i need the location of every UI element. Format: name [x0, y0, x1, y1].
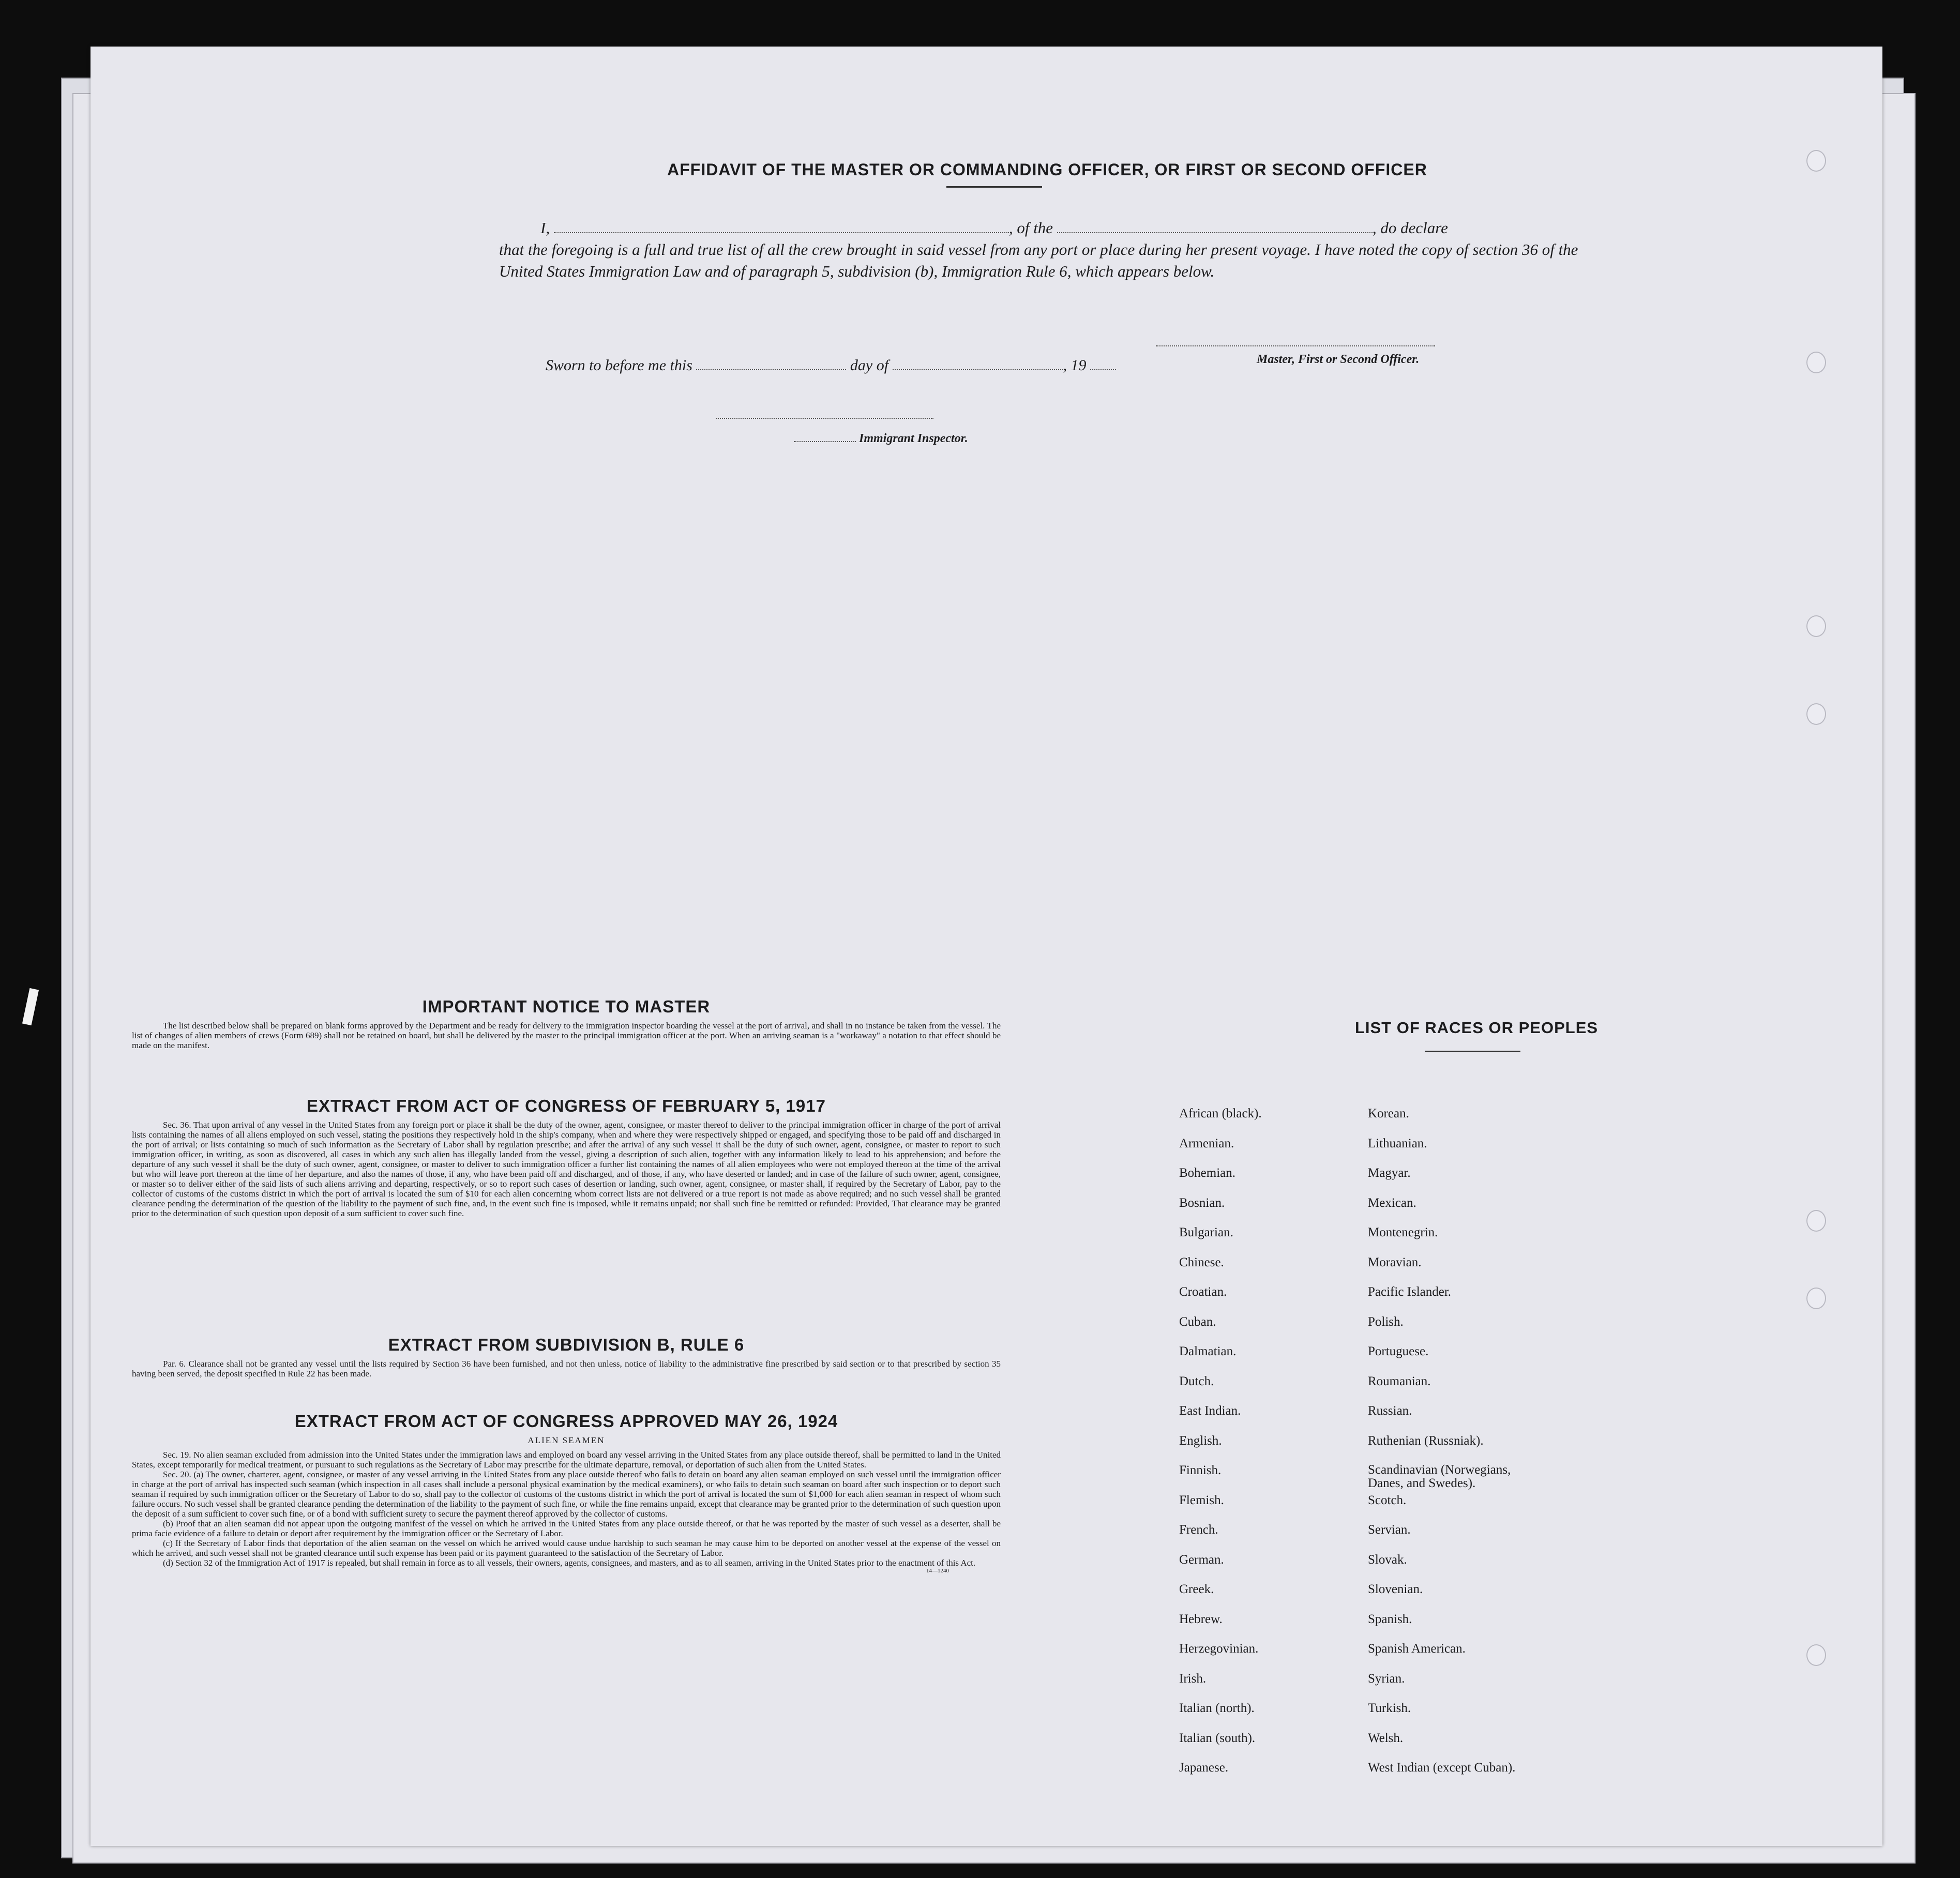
extract-1924-subtitle: ALIEN SEAMEN	[527, 1435, 605, 1445]
notice-body: The list described below shall be prepared on blank forms approved by the Department and be ready for delivery to the immigration inspector boarding the vessel at the port of arrival, and shall in no instance be taken from the vessel. The list of changes of alien members of crews (Form 689) shall not be retained on board, but shall be delivered by the master to the principal immigration officer at the port. When an arriving seaman is a "workaway" a notation to that effect should be made on the manifest.	[132, 1021, 1001, 1050]
race-item: Welsh.	[1368, 1731, 1404, 1745]
race-item: Turkish.	[1368, 1701, 1411, 1715]
sworn-year-blank[interactable]	[1090, 358, 1116, 370]
race-item: Portuguese.	[1368, 1344, 1429, 1358]
sworn-line	[546, 357, 1116, 374]
extract-1917-section	[132, 1096, 1001, 1218]
race-item: Dalmatian.	[1179, 1344, 1237, 1358]
race-item: Roumanian.	[1368, 1374, 1431, 1388]
race-item: Japanese.	[1179, 1761, 1229, 1775]
punch-hole	[1806, 703, 1826, 725]
race-item: Italian (south).	[1179, 1731, 1256, 1745]
extract-1924-section	[132, 1412, 1001, 1574]
extract-1917-title: EXTRACT FROM ACT OF CONGRESS OF FEBRUARY 5, 1917	[307, 1096, 826, 1115]
form-number: 14—1240	[926, 1568, 949, 1574]
race-item: Bulgarian.	[1179, 1225, 1233, 1239]
affidavit-text	[499, 217, 1585, 282]
race-item: Flemish.	[1179, 1493, 1224, 1507]
document-page	[91, 47, 1882, 1846]
race-item: Scotch.	[1368, 1493, 1407, 1507]
race-item: Spanish.	[1368, 1612, 1412, 1626]
race-item: African (black).	[1179, 1107, 1262, 1120]
race-item: Cuban.	[1179, 1314, 1216, 1329]
extract-1924-sec20c: (c) If the Secretary of Labor finds that deportation of the alien seaman on the vessel on which he arrived would cause undue hardship to such seaman he may cause him to be deported on another vessel at the expense of the vessel on which he arrived, and such vessel shall not be granted clearance until such expense has been paid or its payment guaranteed to the satisfaction of the Secretary of Labor.	[132, 1538, 1001, 1558]
master-signature-line[interactable]	[1156, 345, 1435, 346]
race-item: Bosnian.	[1179, 1195, 1225, 1210]
sworn-day-blank[interactable]	[696, 358, 846, 370]
race-item: Magyar.	[1368, 1166, 1411, 1180]
extract-1924-sec20b: (b) Proof that an alien seaman did not appear upon the outgoing manifest of the vessel on which he arrived in the United States from any place outside thereof, or that he was reported by the master of such vessel as a deserter, shall be prima facie evidence of a failure to detain or deport after requirement by the immigration officer or the Secretary of Labor.	[132, 1519, 1001, 1538]
affidavit-title: AFFIDAVIT OF THE MASTER OR COMMANDING OFFICER, OR FIRST OR SECOND OFFICER	[667, 160, 1427, 179]
race-item: Ruthenian (Russniak).	[1368, 1433, 1484, 1448]
sworn-day-of: day of	[850, 357, 889, 374]
extract-1924-sec20a: Sec. 20. (a) The owner, charterer, agent, consignee, or master of any vessel arriving in the United States from any place outside thereof who fails to detain on board any alien seaman employed on such vessel until the immigration officer in charge at the port of arrival has inspected such seaman (which inspection in all cases shall include a personal physical examination by the medical examiners), or who fails to detain such seaman on board after such inspection or to deport such seaman if required by such immigration officer or the Secretary of Labor to do so, shall pay to the collector of customs of the customs district in which the port of arrival is located the sum of $1,000 for each alien seaman in respect of whom such failure occurs. No such vessel shall be granted clearance pending the determination of the liability to the payment of such fine, or while the fine remains unpaid, except that clearance may be granted prior to the determination of such question upon the deposit of a sum sufficient to cover such fine, or of a bond with sufficient surety to secure the payment thereof approved by the collector of customs.	[132, 1470, 1001, 1519]
inspector-label	[794, 432, 968, 446]
affidavit-of-the: , of the	[1008, 219, 1053, 237]
race-item: Slovak.	[1368, 1552, 1407, 1567]
extract-1924-sec19: Sec. 19. No alien seaman excluded from admission into the United States under the immigration laws and employed on board any vessel arriving in the United States from any place outside thereof, shall be permitted to land in the United States, except temporarily for medical treatment, or pursuant to such regulations as the Secretary of Labor may prescribe for the ultimate departure, removal, or deportation of such alien from the United States.	[132, 1450, 1001, 1470]
inspector-label-text: Immigrant Inspector.	[859, 432, 968, 445]
extract-rule6-title: EXTRACT FROM SUBDIVISION B, RULE 6	[388, 1335, 745, 1354]
race-item: Bohemian.	[1179, 1166, 1236, 1180]
race-item: English.	[1179, 1433, 1222, 1448]
name-blank[interactable]	[554, 221, 1009, 233]
race-item: Lithuanian.	[1368, 1136, 1427, 1150]
race-item: French.	[1179, 1523, 1218, 1537]
races-title: LIST OF RACES OR PEOPLES	[1354, 1019, 1599, 1037]
race-item: Korean.	[1368, 1107, 1409, 1120]
race-item: Armenian.	[1179, 1136, 1234, 1150]
sworn-year-prefix: , 19	[1063, 357, 1087, 374]
race-item: East Indian.	[1179, 1404, 1241, 1418]
race-item: German.	[1179, 1552, 1224, 1567]
race-item: Dutch.	[1179, 1374, 1214, 1388]
extract-1924-sec20d: (d) Section 32 of the Immigration Act of 1917 is repealed, but shall remain in force as to all vessels, their owners, agents, consignees, and masters, and as to all seamen, arriving in the United States prior to the enactment of this Act.	[163, 1558, 976, 1568]
race-item: Herzegovinian.	[1179, 1642, 1259, 1656]
race-item: Finnish.	[1179, 1463, 1222, 1477]
race-item: Moravian.	[1368, 1255, 1422, 1269]
race-item: Pacific Islander.	[1368, 1285, 1452, 1299]
race-item: Russian.	[1368, 1404, 1412, 1418]
race-item: Spanish American.	[1368, 1642, 1466, 1656]
race-item: Montenegrin.	[1368, 1225, 1438, 1239]
extract-rule6-body: Par. 6. Clearance shall not be granted any vessel until the lists required by Section 36 have been furnished, and not then unless, notice of liability to the administrative fine prescribed by said section or to that prescribed by section 35 having been served, the deposit specified in Rule 22 has been made.	[132, 1359, 1001, 1379]
punch-hole	[1806, 1288, 1826, 1309]
sworn-month-blank[interactable]	[893, 358, 1063, 370]
race-item: Italian (north).	[1179, 1701, 1255, 1715]
title-rule	[946, 186, 1042, 188]
affidavit-body: that the foregoing is a full and true list of all the crew brought in said vessel from any port or place during her present voyage. I have noted the copy of section 36 of the United States Immigration Law and of paragraph 5, subdivision (b), Immigration Rule 6, which appears below.	[499, 240, 1578, 280]
race-item: Scandinavian (Norwegians, Danes, and Swedes).	[1368, 1463, 1511, 1490]
extract-1924-title: EXTRACT FROM ACT OF CONGRESS APPROVED MAY 26, 1924	[294, 1412, 838, 1431]
extract-rule6-section	[132, 1335, 1001, 1379]
race-item: Croatian.	[1179, 1285, 1227, 1299]
notice-title: IMPORTANT NOTICE TO MASTER	[422, 997, 711, 1016]
scratch-mark	[22, 988, 39, 1025]
punch-hole	[1806, 1644, 1826, 1666]
vessel-blank[interactable]	[1057, 221, 1373, 233]
race-item: Slovenian.	[1368, 1582, 1423, 1596]
punch-hole	[1806, 150, 1826, 172]
races-title-rule	[1425, 1051, 1520, 1052]
race-item: Irish.	[1179, 1671, 1207, 1686]
inspector-signature-line[interactable]	[716, 418, 933, 419]
punch-hole	[1806, 615, 1826, 637]
race-item: Chinese.	[1179, 1255, 1224, 1269]
race-item: Polish.	[1368, 1314, 1404, 1329]
race-item: West Indian (except Cuban).	[1368, 1761, 1516, 1775]
affidavit-do-declare: , do declare	[1372, 219, 1448, 237]
races-right-column	[1368, 1107, 1544, 1791]
extract-1917-body: Sec. 36. That upon arrival of any vessel in the United States from any foreign port or place it shall be the duty of the owner, agent, consignee, or master thereof to deliver to the principal immigration officer in charge of the port of arrival lists containing the names of all aliens employed on such vessel, stating the positions they respectively hold in the ship's company, when and where they were respectively shipped or engaged, and specifying those to be paid off and discharged in the port of arrival; or lists containing so much of such information as the Secretary of Labor shall by regulation prescribe; and after the arrival of any such vessel it shall be the duty of such owner, agent, consignee, or master to report to such immigration officer, in writing, as soon as discovered, all cases in which any such alien has illegally landed from the vessel, giving a description of such alien, together with any information likely to lead to his apprehension; and before the departure of any such vessel it shall be the duty of such owner, agent, consignee, or master to deliver to such immigration officer a further list containing the names of all alien employees who were not employed thereon at the time of the arrival but who will leave port thereon at the time of her departure, and also the names of those, if any, who have been paid off and discharged, and of those, if any, who have deserted or landed; and in case of the failure of such owner, agent, consignee, or master so to deliver either of the said lists of such aliens arriving and departing, respectively, or so to report such cases of desertion or landing, such owner, agent, consignee, or master shall, if required by the Secretary of Labor, pay to the collector of customs of the customs district in which the port of arrival is located the sum of $10 for each alien concerning whom correct lists are not delivered or a true report is not made as above required; and no such vessel shall be granted clearance pending the determination of the question of the liability to the payment of such fine, and, in the event such fine is imposed, while it remains unpaid; nor shall such fine be remitted or refunded: Provided, That clearance may be granted prior to the determination of such question upon deposit of a sum sufficient to cover such fine.	[132, 1120, 1001, 1218]
punch-hole	[1806, 1210, 1826, 1232]
master-label: Master, First or Second Officer.	[1257, 353, 1420, 366]
affidavit-line-1	[499, 217, 1585, 239]
race-item: Hebrew.	[1179, 1612, 1223, 1626]
race-item: Mexican.	[1368, 1195, 1416, 1210]
notice-section	[132, 997, 1001, 1050]
race-item: Servian.	[1368, 1523, 1411, 1537]
race-item: Syrian.	[1368, 1671, 1405, 1686]
races-left-column	[1179, 1107, 1262, 1791]
inspector-name-blank[interactable]	[794, 434, 856, 442]
race-item: Greek.	[1179, 1582, 1214, 1596]
punch-hole	[1806, 352, 1826, 373]
affidavit-i: I,	[540, 219, 550, 237]
sworn-prefix: Sworn to before me this	[546, 357, 692, 374]
